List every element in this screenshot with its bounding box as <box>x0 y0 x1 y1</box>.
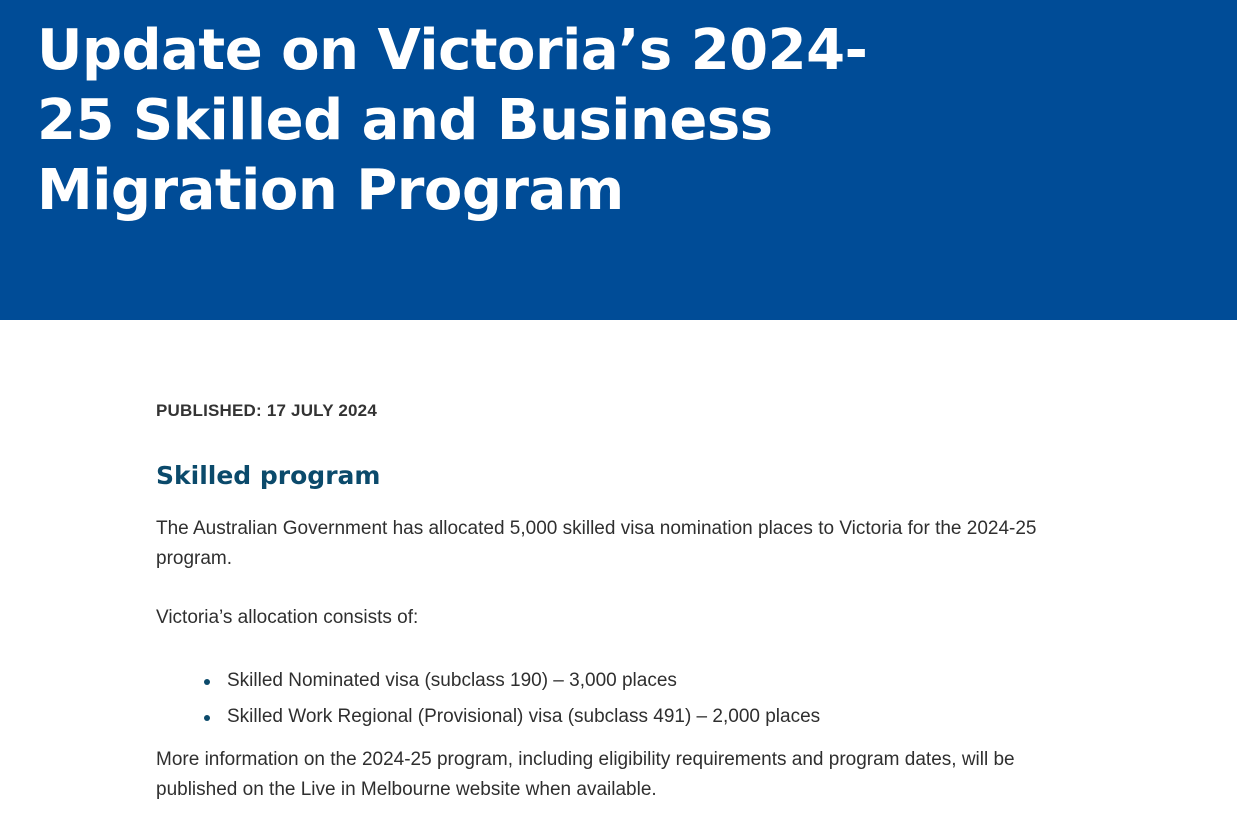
paragraph-more-info: More information on the 2024-25 program, including eligibility requirements and program dates, will be published on the Live in Melbourne website when available. <box>156 749 1015 800</box>
list-item-text: Skilled Work Regional (Provisional) visa (subclass 491) – 2,000 places <box>227 706 821 727</box>
list-item-text: Skilled Nominated visa (subclass 190) – 3,000 places <box>227 670 677 691</box>
section-title: Skilled program <box>156 461 381 490</box>
paragraph-allocation-intro: Victoria’s allocation consists of: <box>156 607 419 628</box>
paragraph-allocation-total: The Australian Government has allocated 5,000 skilled visa nomination places to Victoria for the 2024-25 program. <box>156 518 1037 569</box>
allocation-list <box>156 663 1237 735</box>
article-content <box>0 320 1237 805</box>
bullet-icon <box>204 679 210 685</box>
list-item <box>204 699 1237 735</box>
bullet-icon <box>204 715 210 721</box>
list-item <box>204 663 1237 699</box>
published-date: PUBLISHED: 17 JULY 2024 <box>156 401 377 420</box>
page-title: Update on Victoria’s 2024-25 Skilled and Business Migration Program <box>37 18 868 223</box>
hero-banner <box>0 0 1237 320</box>
